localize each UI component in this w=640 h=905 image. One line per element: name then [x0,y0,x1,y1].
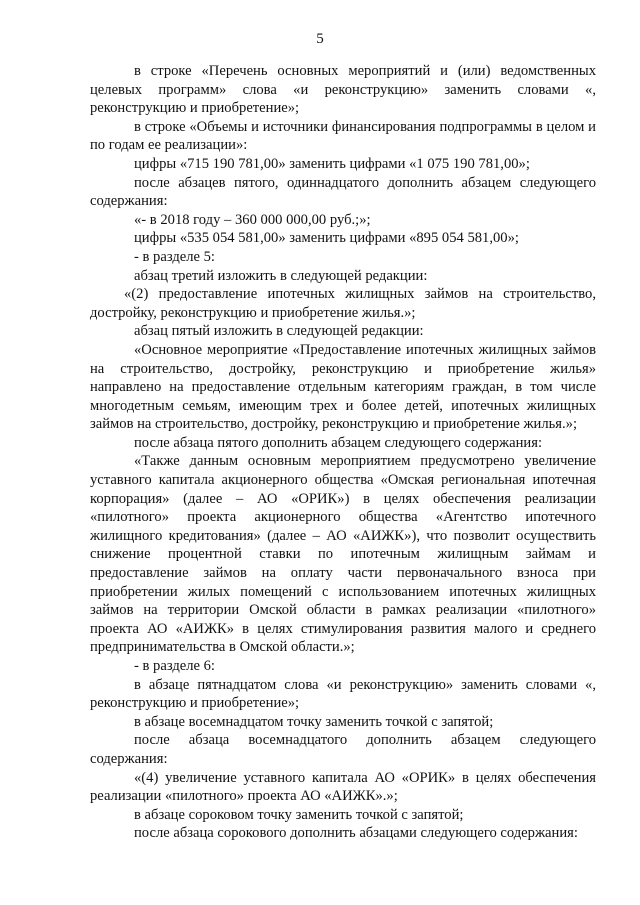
paragraph: «Также данным основным мероприятием предусмотрено увеличение уставного капитала акционерного общества «Омская региональная ипотечная корпорация» (далее – АО «ОРИК») в целях обеспечения реализации «пилотного» проекта акционерного общества «Агентство ипотечного жилищного кредитования» (далее – АО «АИЖК»), что позволит осуществить снижение процентной ставки по ипотечным жилищным займам и предоставление займов на оплату части первоначального взноса при приобретении жилых помещений с использованием ипотечных жилищных займов на территории Омской области в рамках реализации «пилотного» проекта АО «АИЖК» в целях стимулирования развития малого и среднего предпринимательства в Омской области.»; [90,453,596,656]
paragraph: цифры «535 054 581,00» заменить цифрами «895 054 581,00»; [134,230,519,247]
paragraph: «(2) предоставление ипотечных жилищных займов на строительство, достройку, реконструкцию и приобретение жилья.»; [90,286,596,321]
paragraph: - в разделе 6: [134,658,215,674]
paragraph: в строке «Перечень основных мероприятий и (или) ведомственных целевых программ» слова «и реконструкцию» заменить словами «, реконструкцию и приобретение»; [90,63,596,117]
paragraph: в абзаце пятнадцатом слова «и реконструкцию» заменить словами «, реконструкцию и приобретение»; [90,676,596,712]
paragraph: абзац пятый изложить в следующей редакции: [134,323,424,340]
paragraph: абзац третий изложить в следующей редакции: [134,267,428,284]
paragraph: цифры «715 190 781,00» заменить цифрами «1 075 190 781,00»; [134,155,530,172]
paragraph: после абзаца сорокового дополнить абзацами следующего содержания: [134,825,578,842]
paragraph: - в разделе 5: [134,248,215,265]
paragraph: после абзацев пятого, одиннадцатого дополнить абзацем следующего содержания: [90,174,596,210]
paragraph: «- в 2018 году – 360 000 000,00 руб.;»; [134,211,371,228]
paragraph: после абзаца восемнадцатого дополнить абзацем следующего содержания: [90,732,596,767]
paragraph: после абзаца пятого дополнить абзацем следующего содержания: [134,434,542,451]
paragraph: «Основное мероприятие «Предоставление ипотечных жилищных займов на строительство, достройку, реконструкцию и приобретение жилья» направлено на предоставление отдельным категориям граждан, в том числе многодетным семьям, имеющим трех и более детей, ипотечных жилищных займов на строительство, достройку, реконструкцию и приобретение жилья.»; [90,341,596,433]
paragraph: «(4) увеличение уставного капитала АО «ОРИК» в целях обеспечения реализации «пилотного» проекта АО «АИЖК».»; [90,769,596,805]
paragraph: в абзаце восемнадцатом точку заменить точкой с запятой; [134,713,494,730]
document-body [90,62,596,843]
paragraph: в строке «Объемы и источники финансирования подпрограммы в целом и по годам ее реализации»: [90,118,596,154]
page-number: 5 [316,31,324,47]
paragraph: в абзаце сороковом точку заменить точкой с запятой; [134,806,464,823]
